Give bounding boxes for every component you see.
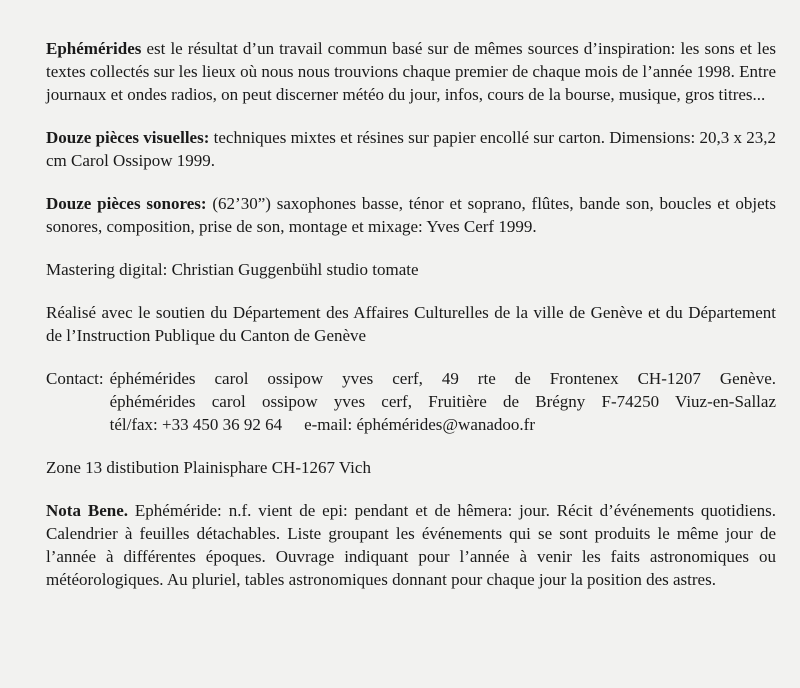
intro-text: est le résultat d’un travail commun basé sur de mêmes sources d’inspiration: les sons et les textes collectés sur les lieux où nous nous trouvions chaque premier de chaque mois de l’année 1998. Entre journaux et ondes radios, on peut discerner météo du jour, infos, cours de la bourse, musique, gros titres... [46,39,776,104]
visual-pieces-text: techniques mixtes et résines sur papier encollé sur carton. Dimensions: 20,3 x 23,2 cm Carol Ossipow 1999. [46,128,776,170]
nota-bene-paragraph [46,499,776,591]
contact-email: e-mail: éphémérides@wanadoo.fr [304,415,535,434]
sound-pieces-paragraph [46,192,776,238]
contact-label: Contact: [46,369,104,388]
sound-pieces-text: (62’30”) saxophones basse, ténor et soprano, flûtes, bande son, boucles et objets sonores, composition, prise de son, montage et mixage: Yves Cerf 1999. [46,194,776,236]
visual-pieces-title: Douze pièces visuelles: [46,128,210,147]
intro-title: Ephémérides [46,39,142,58]
nota-bene-text: Ephéméride: n.f. vient de epi: pendant et de hêmera: jour. Récit d’événements quotidiens. Calendrier à feuilles détachables. Liste groupant les événements qui se sont produits le même jour de l’année à différentes époques. Ouvrage indiquant pour l’année à venir les faits astronomiques ou météorologiques. Au pluriel, tables astronomiques donnant pour chaque jour la position des astres. [46,501,776,589]
contact-address-geneve: éphémérides carol ossipow yves cerf, 49 rte de Frontenex CH-1207 Genève. [109,369,776,388]
sound-pieces-title: Douze pièces sonores: [46,194,207,213]
distribution-paragraph: Zone 13 distibution Plainisphare CH-1267 Vich [46,458,371,477]
nota-bene-title: Nota Bene. [46,501,128,520]
contact-lines [110,367,776,436]
document-page [46,37,776,611]
mastering-paragraph: Mastering digital: Christian Guggenbühl studio tomate [46,260,419,279]
contact-address-viuz: éphémérides carol ossipow yves cerf, Fruitière de Brégny F-74250 Viuz-en-Sallaz [109,392,776,411]
intro-paragraph [46,37,776,106]
contact-phone-email [110,413,776,436]
contact-block [46,367,776,436]
contact-phone: tél/fax: +33 450 36 92 64 [109,415,283,434]
visual-pieces-paragraph [46,126,776,172]
support-paragraph: Réalisé avec le soutien du Département des Affaires Culturelles de la ville de Genève et du Département de l’Instruction Publique du Canton de Genève [46,303,776,345]
